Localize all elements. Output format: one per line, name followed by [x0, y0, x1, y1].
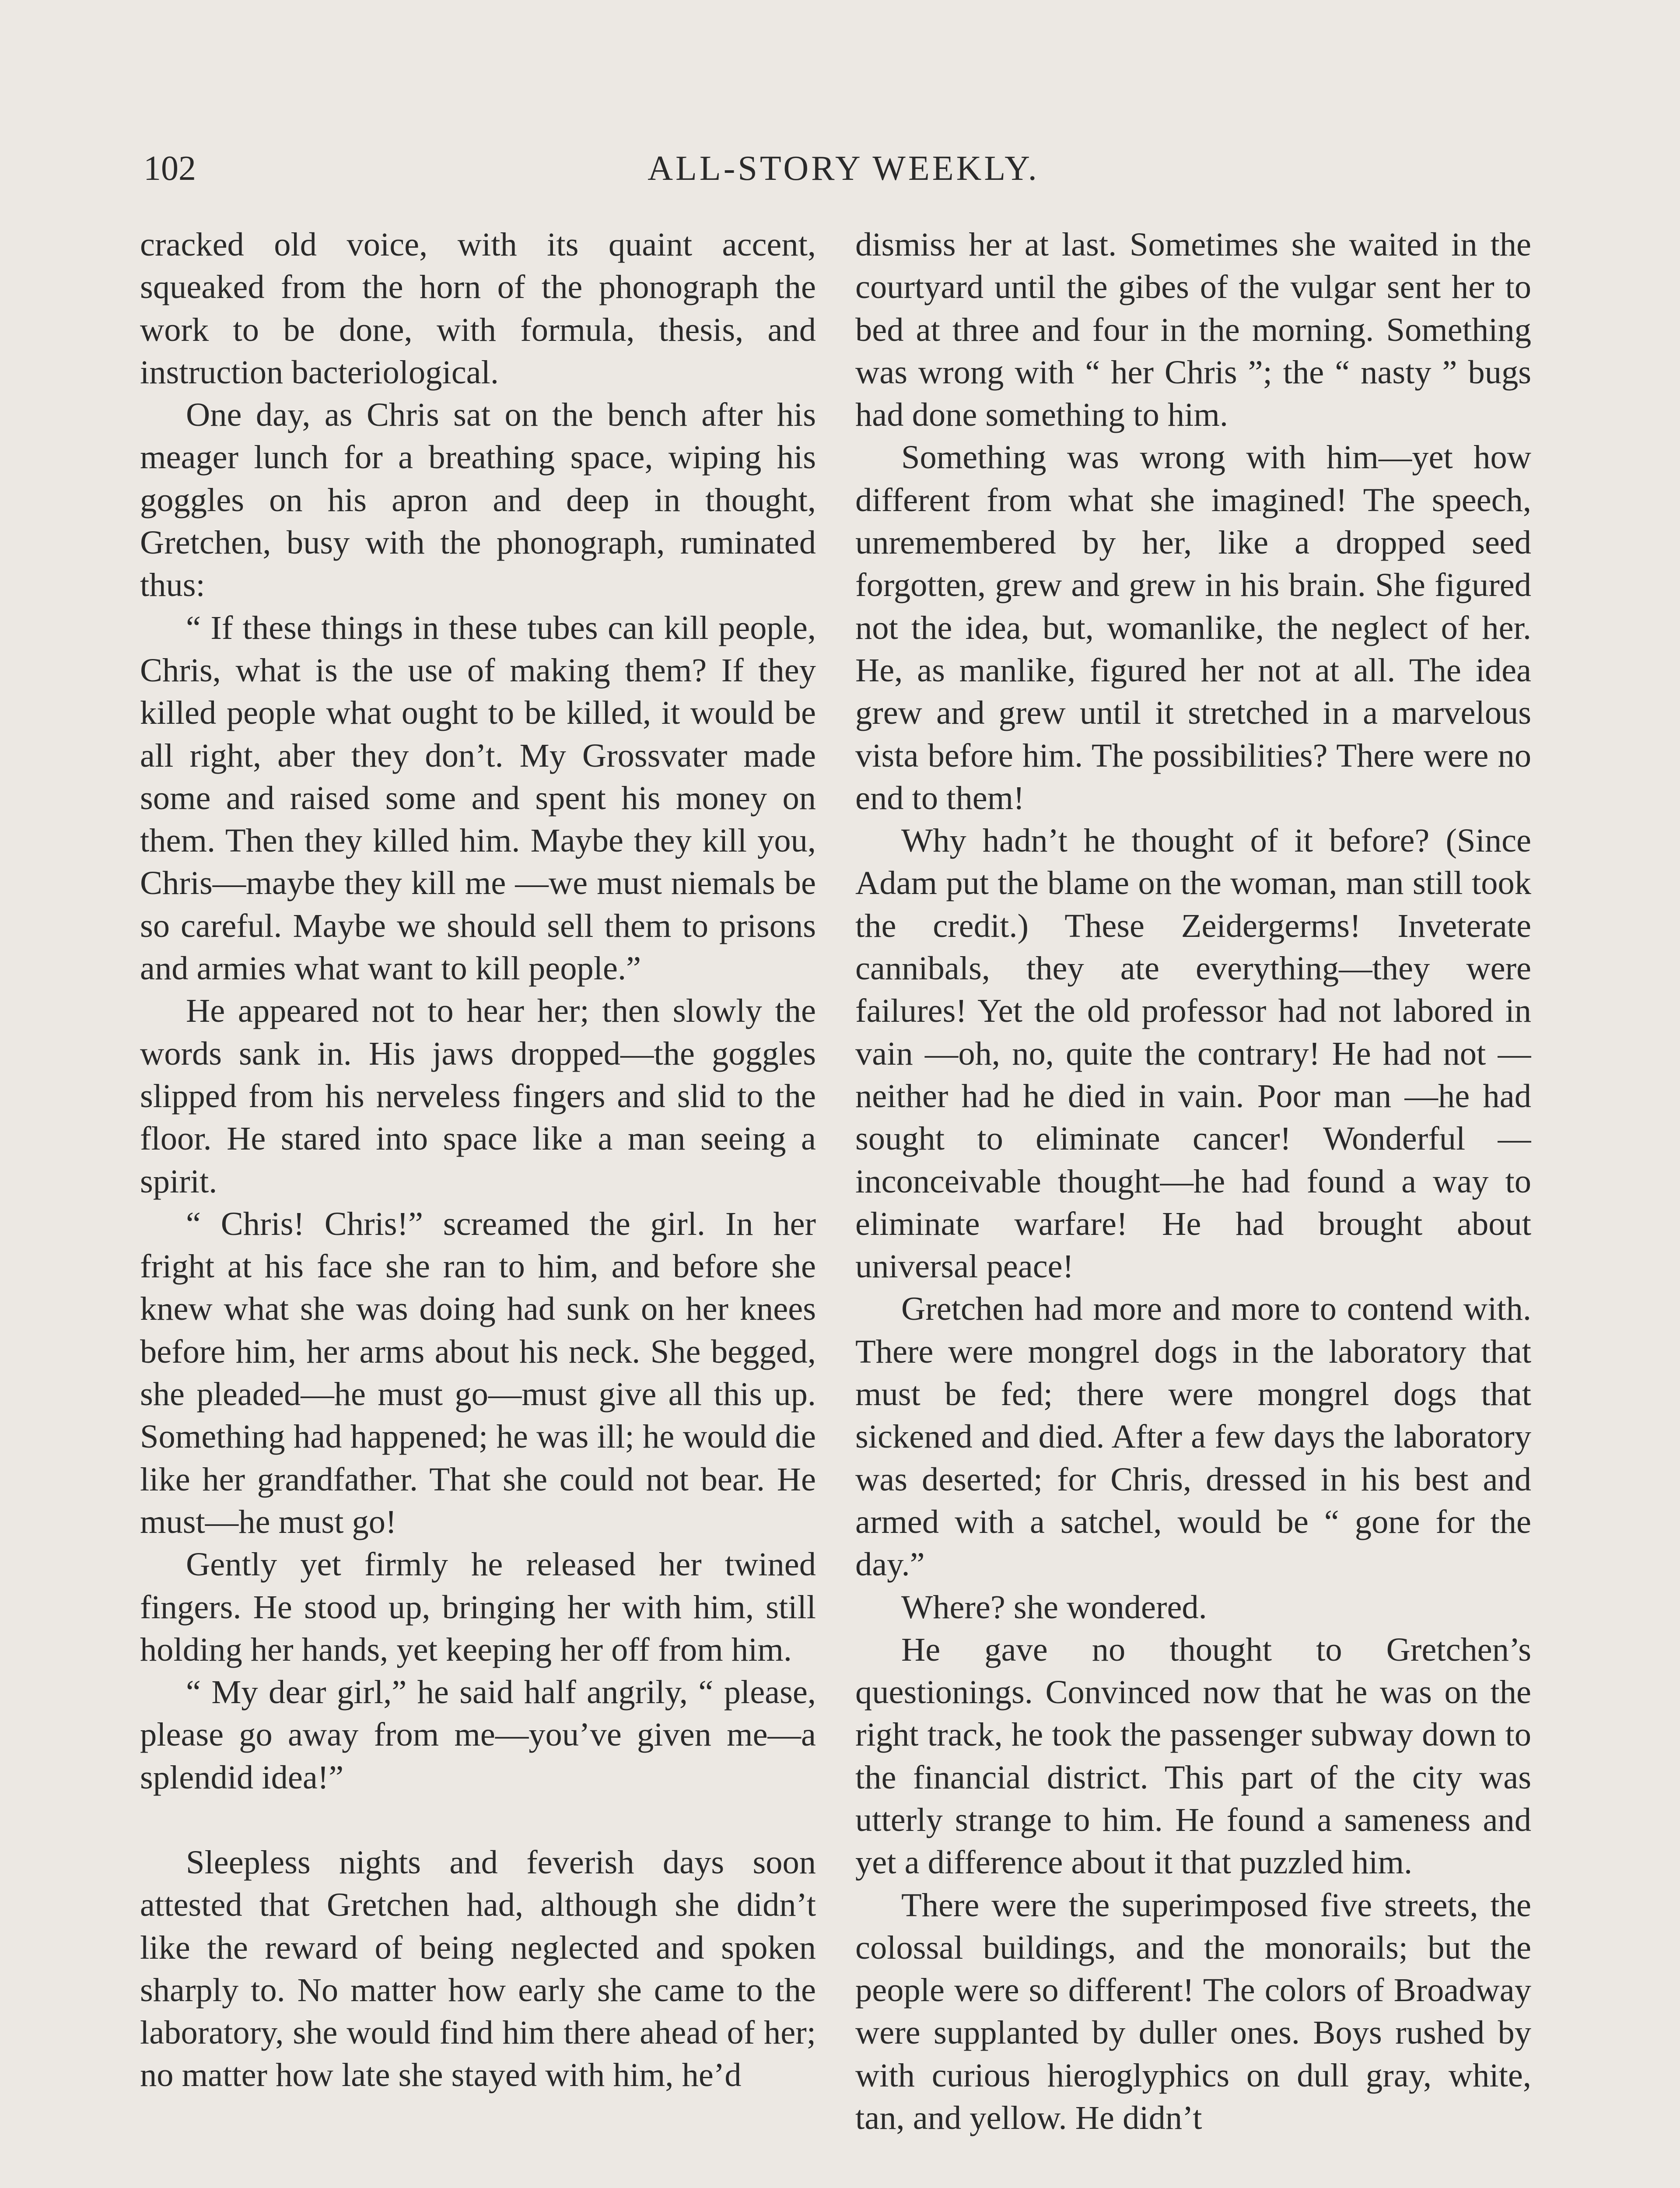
paragraph: “ If these things in these tubes can kill people, Chris, what is the use of making them? If they killed people what ought to be killed, it would be all right, aber they don’t. My Grossvater made some and raised some and spent his money on them. Then they killed him. Maybe they kill you, Chris—maybe they kill me —we must niemals be so careful. Maybe we should sell them to prisons and armies what want to kill people.”: [140, 609, 816, 987]
running-title: ALL-STORY WEEKLY.: [648, 149, 1040, 188]
page-header: [144, 144, 1544, 193]
paragraph: dismiss her at last. Sometimes she waited in the courtyard until the gibes of the vulgar sent her to bed at three and four in the morning. Something was wrong with “ her Chris ”; the “ nasty ” bugs had done something to him.: [855, 226, 1531, 434]
paragraph: Gently yet firmly he released her twined fingers. He stood up, bringing her with him, still holding her hands, yet keeping her off from him.: [140, 1546, 816, 1668]
paragraph: Sleepless nights and feverish days soon attested that Gretchen had, although she didn’t like the reward of being neglected and spoken sharply to. No matter how early she came to the laboratory, she would find him there ahead of her; no matter how late she stayed with him, he’d: [140, 1843, 816, 2094]
right-column: [855, 223, 1531, 2188]
paragraph: “ My dear girl,” he said half angrily, “ please, please go away from me—you’ve given me—a splendid idea!”: [140, 1673, 816, 1796]
paragraph: Why hadn’t he thought of it before? (Since Adam put the blame on the woman, man still took the credit.) These Zeidergerms! Inveterate cannibals, they ate everything—they were failures! Yet the old professor had not labored in vain —oh, no, quite the contrary! He had not —neither had he died in vain. Poor man —he had sought to eliminate cancer! Wonderful — inconceivable thought—he had found a way to eliminate warfare! He had brought about universal peace!: [855, 822, 1531, 1285]
left-column: [140, 223, 816, 2188]
paragraph: Where? she wondered.: [901, 1588, 1207, 1626]
paragraph: “ Chris! Chris!” screamed the girl. In her fright at his face she ran to him, and before she knew what she was doing had sunk on her knees before him, her arms about his neck. She begged, she pleaded—he must go—must give all this up. Something had happened; he was ill; he would die like her grandfather. That she could not bear. He must—he must go!: [140, 1205, 816, 1540]
paragraph: One day, as Chris sat on the bench after his meager lunch for a breathing space, wiping his goggles on his apron and deep in thought, Gretchen, busy with the phonograph, ruminated thus:: [140, 396, 816, 604]
section-break: [140, 1799, 816, 1841]
page-number: 102: [144, 149, 196, 188]
paragraph: Something was wrong with him—yet how different from what she imagined! The speech, unremembered by her, like a dropped seed forgotten, grew and grew in his brain. She figured not the idea, but, womanlike, the neglect of her. He, as manlike, figured her not at all. The idea grew and grew until it stretched in a marvelous vista before him. The possibilities? There were no end to them!: [855, 438, 1531, 817]
paragraph: There were the superimposed five streets, the colossal buildings, and the monorails; but the people were so different! The colors of Broadway were supplanted by duller ones. Boys rushed by with curious hieroglyphics on dull gray, white, tan, and yellow. He didn’t: [855, 1886, 1531, 2137]
paragraph: He appeared not to hear her; then slowly the words sank in. His jaws dropped—the goggles slipped from his nerveless fingers and slid to the floor. He stared into space like a man seeing a spirit.: [140, 992, 816, 1200]
paragraph: He gave no thought to Gretchen’s questionings. Convinced now that he was on the right track, he took the passenger subway down to the financial district. This part of the city was utterly strange to him. He found a sameness and yet a difference about it that puzzled him.: [855, 1630, 1531, 1881]
paragraph: Gretchen had more and more to contend with. There were mongrel dogs in the laboratory that must be fed; there were mongrel dogs that sickened and died. After a few days the laboratory was deserted; for Chris, dressed in his best and armed with a satchel, would be “ gone for the day.”: [855, 1290, 1531, 1583]
paragraph: cracked old voice, with its quaint accent, squeaked from the horn of the phonograph the work to be done, with formula, thesis, and instruction bacteriological.: [140, 226, 816, 391]
